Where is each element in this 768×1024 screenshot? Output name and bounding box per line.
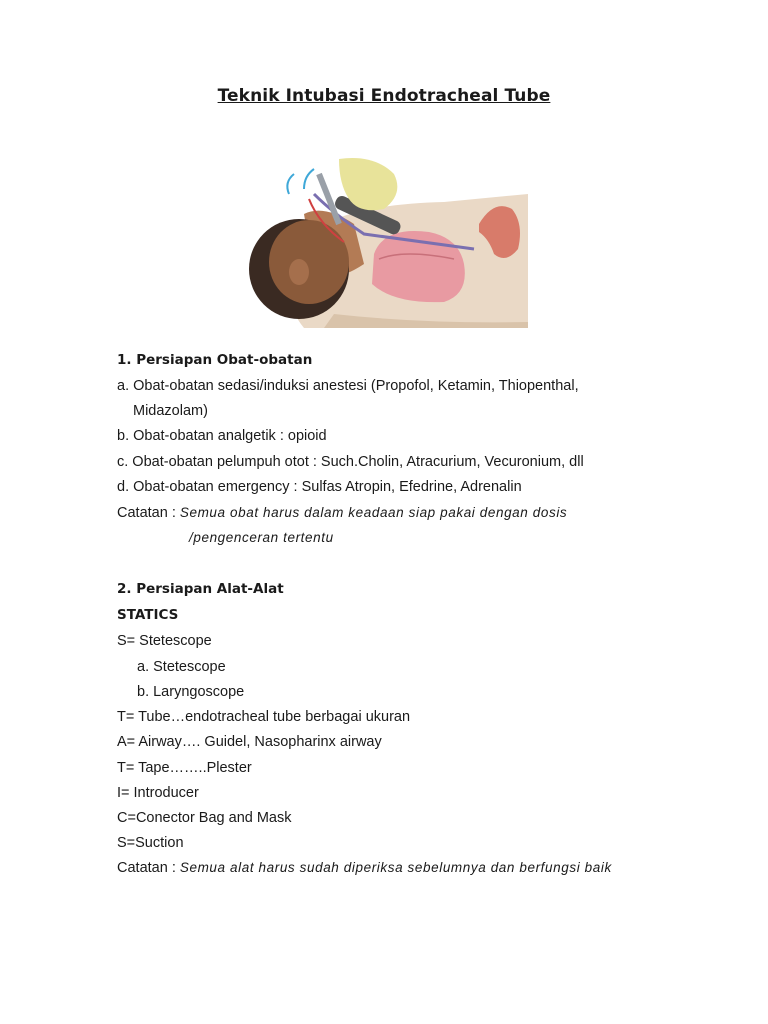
- section2-heading: 2. Persiapan Alat-Alat: [117, 581, 284, 597]
- statics-s: S= Stetescope: [117, 633, 212, 649]
- section2-subheading: STATICS: [117, 607, 179, 623]
- statics-a: A= Airway…. Guidel, Nasopharinx airway: [117, 734, 382, 750]
- statics-c: C=Conector Bag and Mask: [117, 810, 292, 826]
- section1-item-a: a. Obat-obatan sedasi/induksi anestesi (Propofol, Ketamin, Thiopenthal,: [117, 378, 579, 394]
- statics-s-b: b. Laryngoscope: [137, 684, 245, 700]
- statics-i: I= Introducer: [117, 785, 199, 801]
- statics-t2: T= Tape……..Plester: [117, 760, 252, 776]
- statics-s-a: a. Stetescope: [137, 659, 226, 675]
- section1-heading: 1. Persiapan Obat-obatan: [117, 352, 313, 368]
- statics-t: T= Tube…endotracheal tube berbagai ukuran: [117, 709, 411, 725]
- section1-item-b: b. Obat-obatan analgetik : opioid: [117, 428, 327, 444]
- section1-item-c: c. Obat-obatan pelumpuh otot : Such.Cholin, Atracurium, Vecuronium, dll: [117, 454, 584, 470]
- section1-item-a-cont: Midazolam): [133, 403, 208, 419]
- note-label: Catatan :: [117, 860, 180, 876]
- note-text: Semua obat harus dalam keadaan siap pakai dengan dosis: [179, 505, 568, 520]
- note-label: Catatan :: [117, 505, 180, 521]
- statics-s2: S=Suction: [117, 835, 184, 851]
- note-text: Semua alat harus sudah diperiksa sebelumnya dan berfungsi baik: [179, 860, 612, 875]
- intubation-illustration: [244, 154, 528, 328]
- section1-note: [117, 503, 567, 523]
- section1-note-cont: /pengenceran tertentu: [189, 530, 334, 545]
- section1-item-d: d. Obat-obatan emergency : Sulfas Atropin, Efedrine, Adrenalin: [117, 479, 522, 495]
- section2-note: [117, 858, 612, 878]
- page-title: Teknik Intubasi Endotracheal Tube: [217, 86, 551, 106]
